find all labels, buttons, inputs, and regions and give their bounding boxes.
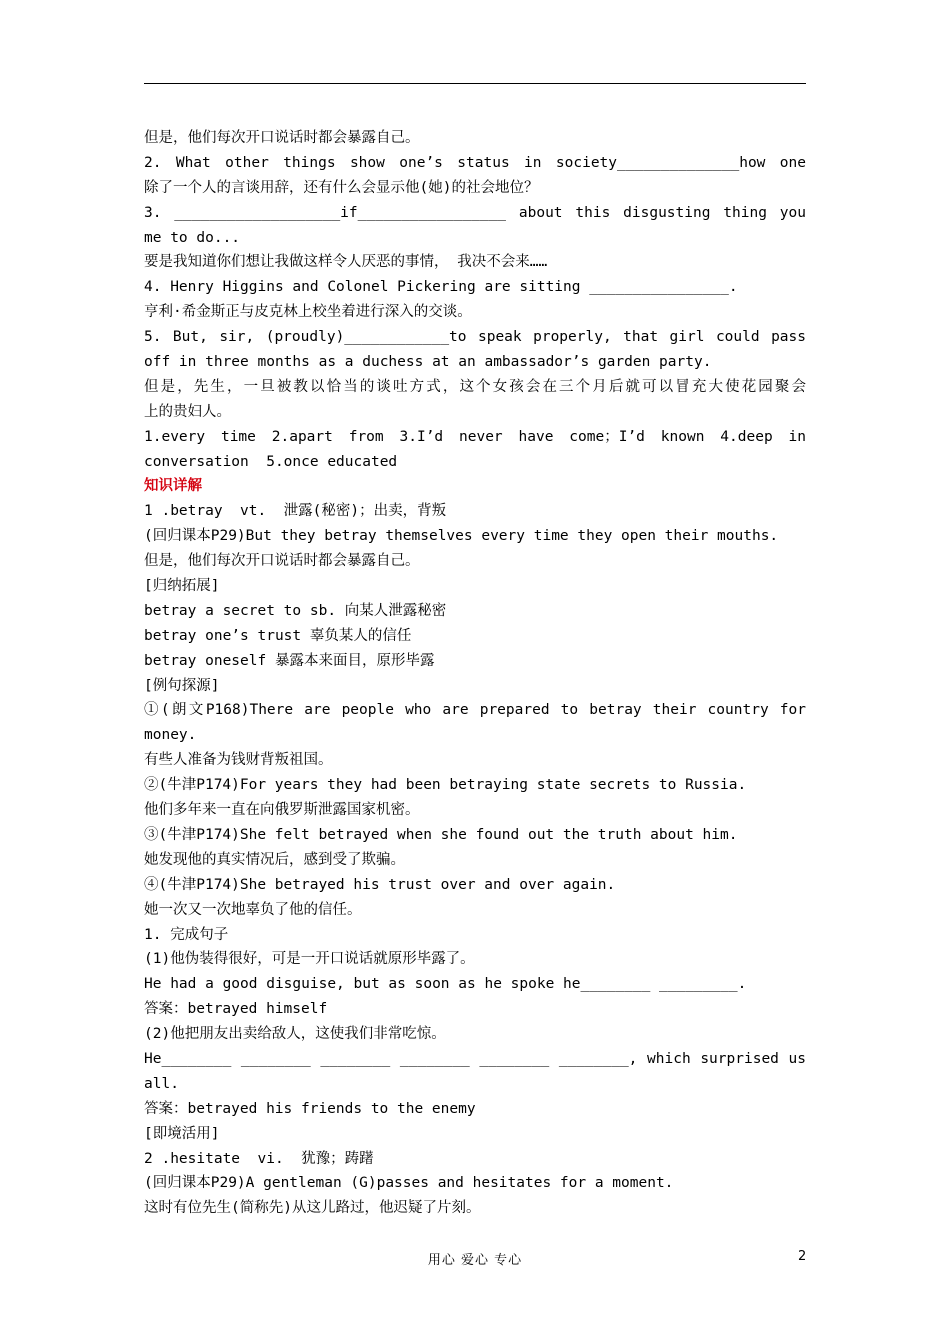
text-line: betray one’s trust 辜负某人的信任 [144, 627, 412, 644]
text-line: 她一次又一次地辜负了他的信任。 [144, 901, 362, 918]
text-line: 上的贵妇人。 [144, 403, 231, 420]
text-line: (回归课本P29)A gentleman (G)passes and hesitates for a moment. [144, 1175, 674, 1192]
text-line: 但是，先生，一旦被教以恰当的谈吐方式，这个女孩会在三个月后就可以冒充大使花园聚会 [144, 378, 806, 395]
text-line: betray a secret to sb. 向某人泄露秘密 [144, 602, 447, 619]
text-line: 除了一个人的言谈用辞，还有什么会显示他(她)的社会地位？ [144, 179, 539, 196]
text-line: 1 .betray vt. 泄露(秘密)；出卖，背叛 [144, 503, 447, 520]
text-line: (1)他伪装得很好，可是一开口说话就原形毕露了。 [144, 951, 475, 968]
text-line: 但是，他们每次开口说话时都会暴露自己。 [144, 553, 420, 570]
text-line: 答案：betrayed himself [144, 1001, 328, 1018]
text-line: He________ ________ ________ ________ ________ ________, which surprised us [144, 1050, 806, 1067]
text-line: He had a good disguise, but as soon as he spoke he________ _________. [144, 976, 747, 993]
text-line: me to do... [144, 229, 241, 246]
document-body [144, 126, 806, 1221]
text-line: [归纳拓展] [144, 578, 220, 595]
header-rule [144, 83, 806, 84]
text-line: 4. Henry Higgins and Colonel Pickering are sitting ________________. [144, 279, 738, 296]
text-line: conversation 5.once educated [144, 453, 398, 470]
text-line: [例句探源] [144, 677, 220, 694]
text-line: 答案：betrayed his friends to the enemy [144, 1100, 476, 1117]
text-line: 有些人准备为钱财背叛祖国。 [144, 752, 333, 769]
text-line: 1.every time 2.apart from 3.I’d never have come；I’d known 4.deep in [144, 428, 806, 445]
text-line: off in three months as a duchess at an ambassador’s garden party. [144, 354, 712, 371]
text-line: ②(牛津P174)For years they had been betraying state secrets to Russia. [144, 777, 747, 794]
text-line: 2. What other things show one’s status in society______________how one [144, 154, 806, 171]
text-line: 1. 完成句子 [144, 926, 229, 943]
text-line: (2)他把朋友出卖给敌人，这使我们非常吃惊。 [144, 1026, 446, 1043]
text-line: 这时有位先生(简称先)从这儿路过，他迟疑了片刻。 [144, 1200, 481, 1217]
text-line: 5. But, sir, (proudly)____________to speak properly, that girl could pass [144, 329, 806, 346]
text-line: 亨利·希金斯正与皮克林上校坐着进行深入的交谈。 [144, 304, 472, 321]
text-line: ①(朗文P168)There are people who are prepared to betray their country for [144, 702, 806, 719]
text-line: 她发现他的真实情况后，感到受了欺骗。 [144, 851, 405, 868]
footer-motto: 用心 爱心 专心 [427, 1253, 523, 1268]
text-line: all. [144, 1075, 179, 1092]
text-line: (回归课本P29)But they betray themselves every time they open their mouths. [144, 528, 779, 545]
text-line: ④(牛津P174)She betrayed his trust over and over again. [144, 876, 616, 893]
text-line: [即境活用] [144, 1125, 220, 1142]
text-line: betray oneself 暴露本来面目，原形毕露 [144, 652, 435, 669]
text-line: 2 .hesitate vi. 犹豫；踌躇 [144, 1150, 374, 1167]
text-line: 要是我知道你们想让我做这样令人厌恶的事情， 我决不会来…… [144, 254, 548, 271]
text-line: 但是，他们每次开口说话时都会暴露自己。 [144, 130, 420, 146]
page-footer [0, 1249, 950, 1269]
text-line: money. [144, 727, 197, 744]
text-line: 3. ___________________if_________________ about this disgusting thing you [144, 204, 806, 221]
page-number: 2 [798, 1249, 807, 1264]
text-line: 他们多年来一直在向俄罗斯泄露国家机密。 [144, 802, 420, 819]
text-line: ③(牛津P174)She felt betrayed when she found out the truth about him. [144, 826, 738, 843]
section-heading: 知识详解 [144, 478, 202, 495]
